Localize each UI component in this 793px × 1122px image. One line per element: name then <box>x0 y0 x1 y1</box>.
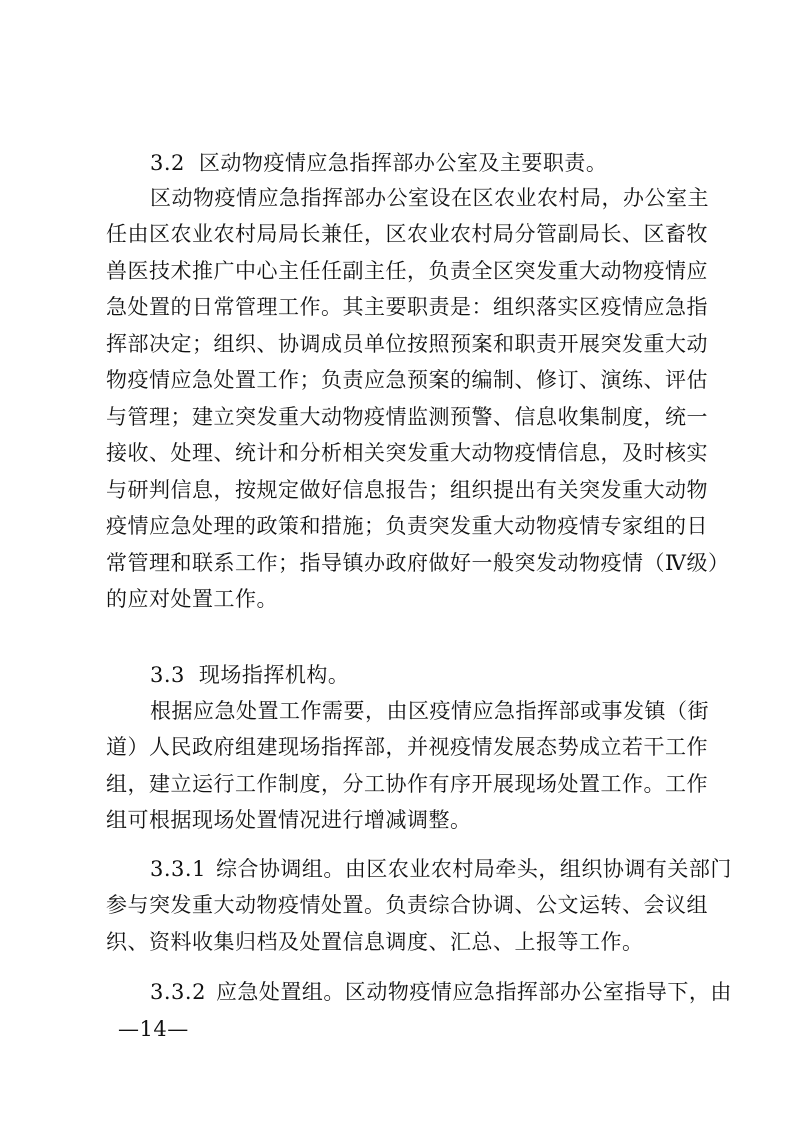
paragraph-line: 急处置的日常管理工作。其主要职责是：组织落实区疫情应急指 <box>106 295 708 319</box>
paragraph-line: 的应对处置工作。 <box>106 587 278 611</box>
paragraph-line: 区动物疫情应急指挥部办公室设在区农业农村局，办公室主 <box>150 186 709 210</box>
paragraph-line: 常管理和联系工作；指导镇办政府做好一般突发动物疫情（Ⅳ级） <box>106 551 730 575</box>
section-number: 3.3 <box>150 663 185 687</box>
section-title: 区动物疫情应急指挥部办公室及主要职责。 <box>198 151 608 175</box>
section-number: 3.3.1 <box>150 857 206 881</box>
paragraph-line: 任由区农业农村局局长兼任，区农业农村局分管副局长、区畜牧 <box>106 222 708 246</box>
paragraph-line: 物疫情应急处置工作；负责应急预案的编制、修订、演练、评估 <box>106 368 708 392</box>
paragraph-text: 应急处置组。区动物疫情应急指挥部办公室指导下，由 <box>215 980 732 1004</box>
page-number: —14— <box>118 1017 189 1041</box>
paragraph-line: 疫情应急处理的政策和措施；负责突发重大动物疫情专家组的日 <box>106 514 708 538</box>
paragraph-text: 综合协调组。由区农业农村局牵头，组织协调有关部门 <box>215 857 732 881</box>
section-3-2-heading <box>150 150 607 176</box>
paragraph-line: 组，建立运行工作制度，分工协作有序开展现场处置工作。工作 <box>106 772 708 796</box>
section-3-3-1-line <box>150 856 732 882</box>
paragraph-line: 织、资料收集归档及处置信息调度、汇总、上报等工作。 <box>106 930 644 954</box>
section-title: 现场指挥机构。 <box>198 663 350 687</box>
paragraph-line: 兽医技术推广中心主任任副主任，负责全区突发重大动物疫情应 <box>106 259 708 283</box>
paragraph-line: 接收、处理、统计和分析相关突发重大动物疫情信息，及时核实 <box>106 441 708 465</box>
paragraph-line: 与管理；建立突发重大动物疫情监测预警、信息收集制度，统一 <box>106 405 708 429</box>
section-number: 3.2 <box>150 151 185 175</box>
section-number: 3.3.2 <box>150 980 206 1004</box>
paragraph-line: 根据应急处置工作需要，由区疫情应急指挥部或事发镇（街 <box>150 699 709 723</box>
paragraph-line: 与研判信息，按规定做好信息报告；组织提出有关突发重大动物 <box>106 478 708 502</box>
paragraph-line: 挥部决定；组织、协调成员单位按照预案和职责开展突发重大动 <box>106 332 708 356</box>
section-3-3-2-line <box>150 979 732 1005</box>
paragraph-line: 道）人民政府组建现场指挥部，并视疫情发展态势成立若干工作 <box>106 735 708 759</box>
section-3-3-heading <box>150 662 349 688</box>
paragraph-line: 组可根据现场处置情况进行增减调整。 <box>106 808 472 832</box>
paragraph-line: 参与突发重大动物疫情处置。负责综合协调、公文运转、会议组 <box>106 893 708 917</box>
